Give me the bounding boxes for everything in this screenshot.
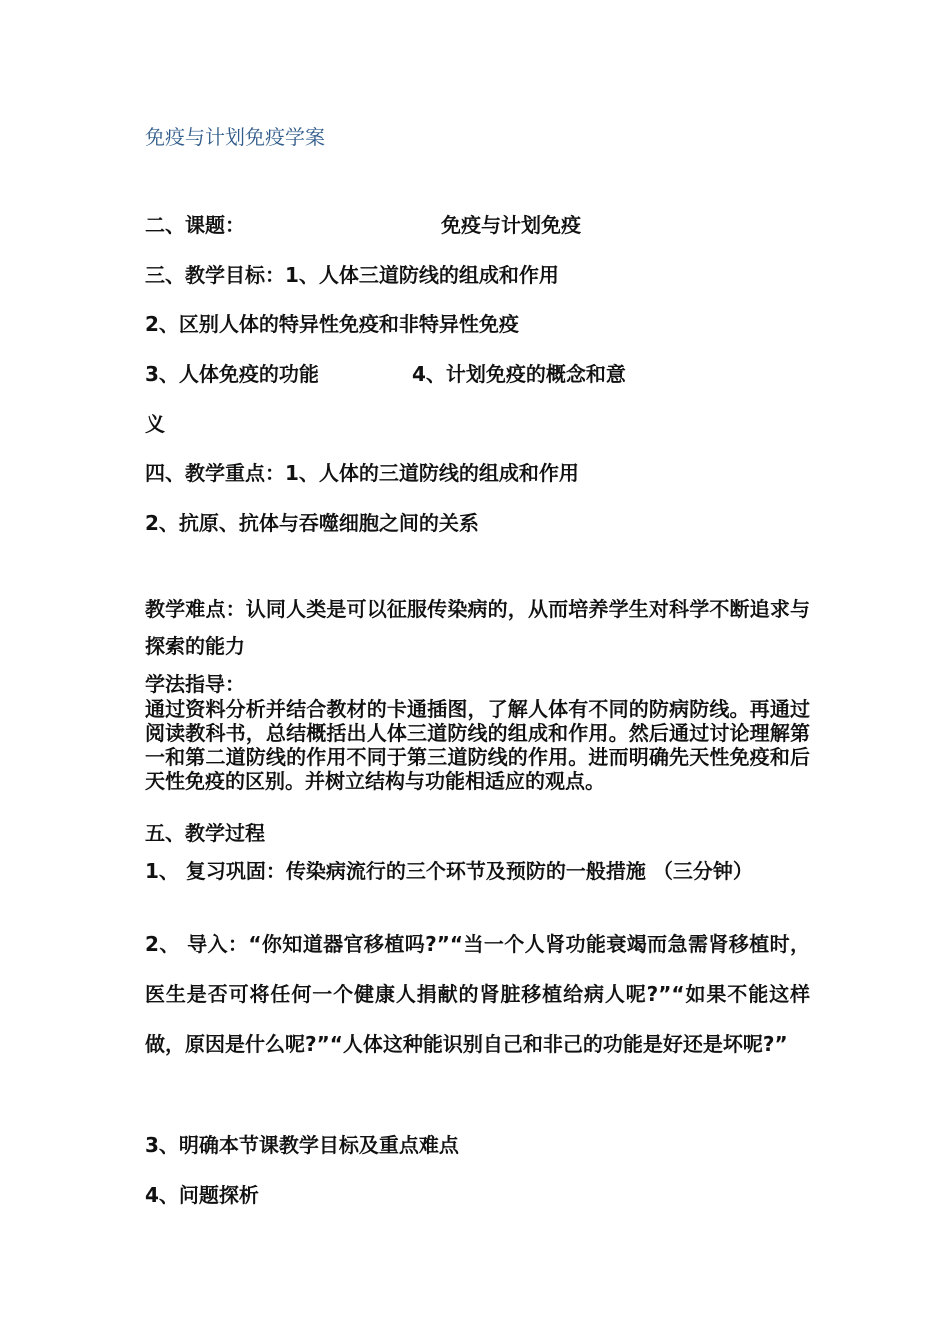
- goals-line-2: 2、区别人体的特异性免疫和非特异性免疫: [145, 312, 519, 336]
- method-label: 学法指导：: [145, 672, 245, 696]
- key-points-line-1: 四、教学重点：1、人体的三道防线的组成和作用: [145, 461, 579, 485]
- goals-line-4: 义: [145, 412, 165, 436]
- method-paragraph: 通过资料分析并结合教材的卡通插图，了解人体有不同的防病防线。再通过阅读教科书，总结概括出人体三道防线的组成和作用。然后通过讨论理解第一和第二道防线的作用不同于第三道防线的作用。进而明确先天性免疫和后天性免疫的区别。并树立结构与功能相适应的观点。: [145, 697, 810, 793]
- goals-line-1: 三、教学目标：1、人体三道防线的组成和作用: [145, 263, 559, 287]
- goals-line-3b: 4、计划免疫的概念和意: [412, 362, 626, 386]
- difficulty-paragraph: 教学难点：认同人类是可以征服传染病的，从而培养学生对科学不断追求与探索的能力: [145, 597, 810, 658]
- goals-line-3a: 3、人体免疫的功能: [145, 362, 319, 386]
- document-title: 免疫与计划免疫学案: [145, 125, 325, 149]
- topic-value: 免疫与计划免疫: [441, 213, 581, 237]
- process-step-3: 3、明确本节课教学目标及重点难点: [145, 1133, 459, 1157]
- process-step-2: 2、 导入：“你知道器官移植吗?”“当一个人肾功能衰竭而急需肾移植时，医生是否可将任何一个健康人捐献的肾脏移植给病人呢?”“如果不能这样做，原因是什么呢?”“人体这种能识别自己和非己的功能是好还是坏呢?”: [145, 932, 810, 1056]
- key-points-line-2: 2、抗原、抗体与吞噬细胞之间的关系: [145, 511, 479, 535]
- process-step-1: 1、 复习巩固：传染病流行的三个环节及预防的一般措施 （三分钟）: [145, 859, 753, 883]
- topic-label: 二、课题：: [145, 213, 245, 237]
- process-step-4: 4、问题探析: [145, 1183, 259, 1207]
- process-heading: 五、教学过程: [145, 821, 265, 845]
